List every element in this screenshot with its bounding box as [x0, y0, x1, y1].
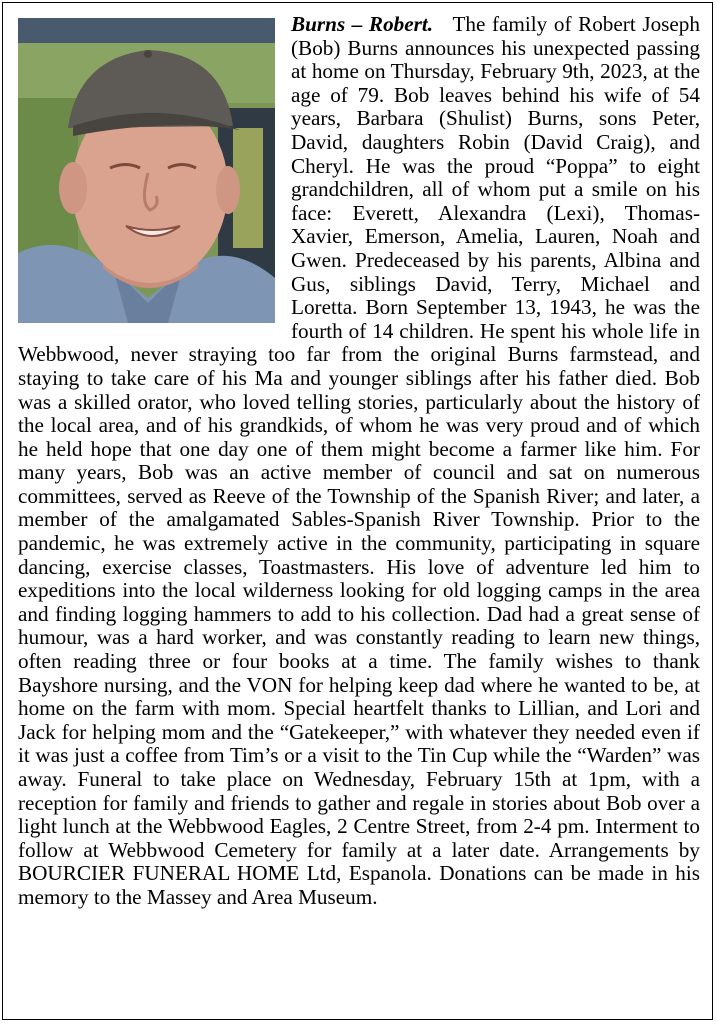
photo-wrap-spacer [18, 13, 291, 331]
obituary-name: Burns – Robert. [291, 12, 434, 36]
obituary-body: The family of Robert Joseph (Bob) Burns announces his unexpected passing at home on Thursday, February 9th, 2023, at the age of 79. Bob leaves behind his wife of 54 years, Barbara (Shulist) Burns, sons Peter, David, daughters Robin (David Craig), and Cheryl. He was the proud “Poppa” to eight grandchildren, all of whom put a smile on his face: Everett, Alexandra (Lexi), Thomas-Xavier, Emerson, Amelia, Lauren, Noah and Gwen. Predeceased by his parents, Albina and Gus, siblings David, Terry, Michael and Loretta. Born September 13, 1943, he was the fourth of 14 children. He spent his whole life in Webbwood, never straying too far from the original Burns farmstead, and staying to take care of his Ma and younger siblings after his father died. Bob was a skilled orator, who loved telling stories, particularly about the history of the local area, and of his grandkids, of whom he was very proud and of which he held hope that one day one of them might become a farmer like him. For many years, Bob was an active member of council and sat on numerous committees, served as Reeve of the Township of the Spanish River; and later, a member of the amalgamated Sables-Spanish River Township. Prior to the pandemic, he was extremely active in the community, participating in square dancing, exercise classes, Toastmasters. His love of adventure led him to expeditions into the local wilderness looking for old logging camps in the area and finding logging hammers to add to his collection. Dad had a great sense of humour, was a hard worker, and was constantly reading to learn new things, often reading three or four books at a time. The family wishes to thank Bayshore nursing, and the VON for helping keep dad where he wanted to be, at home on the farm with mom. Special heartfelt thanks to Lillian, and Lori and Jack for helping mom and the “Gatekeeper,” with whatever they needed even if it was just a coffee from Tim’s or a visit to the Tin Cup while the “Warden” was away. Funeral to take place on Wednesday, February 15th at 1pm, with a reception for family and friends to gather and regale in stories about Bob over a light lunch at the Webbwood Eagles, 2 Centre Street, from 2-4 pm. Interment to follow at Webbwood Cemetery for family at a later date. Arrangements by BOURCIER FUNERAL HOME Ltd, Espanola. Donations can be made in his memory to the Massey and Area Museum. [18, 12, 700, 909]
obituary-text [18, 13, 700, 910]
